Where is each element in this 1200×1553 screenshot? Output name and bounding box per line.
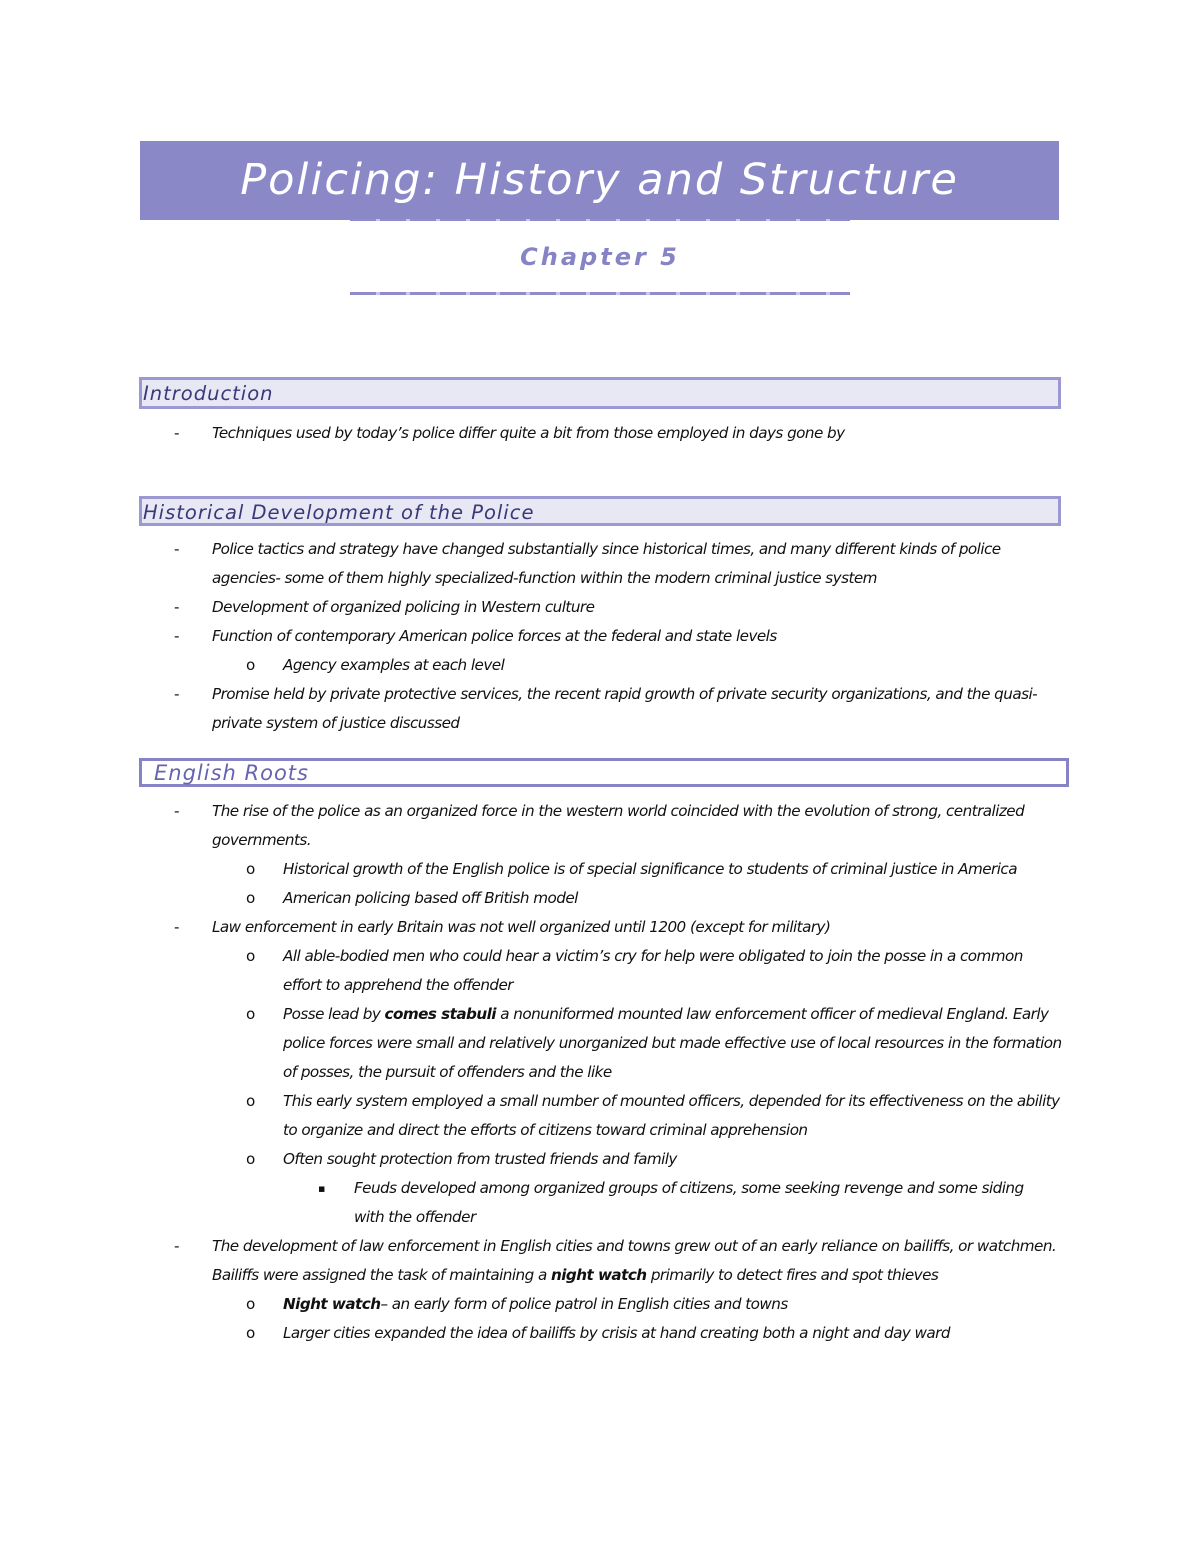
list-item: o All able-bodied men who could hear a victim’s cry for help were obligated to join the posse in a common effort to apprehend the offender xyxy=(246,947,1023,994)
title-banner xyxy=(140,141,1059,220)
list-item: o Historical growth of the English police is of special significance to students of criminal justice in America xyxy=(246,860,1017,878)
list-item: - Police tactics and strategy have changed substantially since historical times, and many different kinds of police agencies- some of them highly specialized-function within the modern criminal justice system xyxy=(174,540,1001,587)
list-item: o American policing based off British model xyxy=(246,889,578,907)
list-item: - Techniques used by today’s police differ quite a bit from those employed in days gone by xyxy=(174,424,845,442)
chapter-subtitle: Chapter 5 xyxy=(520,243,680,271)
list-item: - Function of contemporary American police forces at the federal and state levels xyxy=(174,627,777,645)
section-heading-historical-development: Historical Development of the Police xyxy=(139,496,1061,526)
term-comes-stabuli: comes stabuli xyxy=(384,1005,496,1023)
list-item: o Larger cities expanded the idea of bailiffs by crisis at hand creating both a night and day ward xyxy=(246,1324,950,1342)
historical-list xyxy=(0,535,1200,738)
list-item: - Promise held by private protective services, the recent rapid growth of private security organizations, and the quasi-private system of justice discussed xyxy=(174,685,1038,732)
introduction-list xyxy=(0,419,1200,448)
list-item: o Night watch– an early form of police patrol in English cities and towns xyxy=(246,1295,788,1313)
list-item: o This early system employed a small number of mounted officers, depended for its effectiveness on the ability to organize and direct the efforts of citizens toward criminal apprehension xyxy=(246,1092,1060,1139)
list-item: o Agency examples at each level xyxy=(246,656,505,674)
list-item: o Often sought protection from trusted friends and family xyxy=(246,1150,677,1168)
section-heading-introduction: Introduction xyxy=(139,377,1061,409)
list-item: ▪ Feuds developed among organized groups of citizens, some seeking revenge and some siding with the offender xyxy=(318,1179,1024,1226)
list-item: - Development of organized policing in Western culture xyxy=(174,598,595,616)
section-heading-english-roots: English Roots xyxy=(139,758,1069,787)
list-item: o Posse lead by comes stabuli a nonuniformed mounted law enforcement officer of medieval England. Early police forces were small and relatively unorganized but made effective use of local resources in the formation of posses, the pursuit of offenders and the like xyxy=(246,1005,1062,1081)
term-night-watch-definition: Night watch xyxy=(283,1295,381,1313)
list-item: - Law enforcement in early Britain was not well organized until 1200 (except for military) xyxy=(174,918,831,936)
list-item: - The rise of the police as an organized force in the western world coincided with the evolution of strong, centralized governments. xyxy=(174,802,1025,849)
document-title: Policing: History and Structure xyxy=(240,155,959,205)
list-item: - The development of law enforcement in English cities and towns grew out of an early reliance on bailiffs, or watchmen. Bailiffs were assigned the task of maintaining a night watch primarily to detect fires and spot thieves xyxy=(174,1237,1057,1284)
subtitle-underline xyxy=(350,292,850,295)
term-night-watch: night watch xyxy=(551,1266,647,1284)
title-underline xyxy=(350,219,850,221)
english-roots-list xyxy=(0,797,1200,1348)
